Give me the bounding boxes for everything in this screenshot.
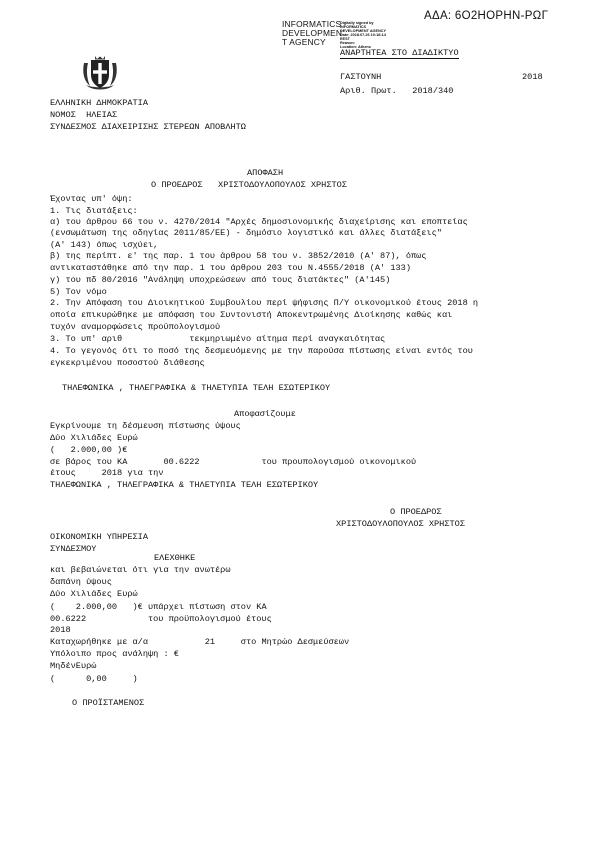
decide-label: Αποφασίζουμε <box>234 409 296 419</box>
header-line: ΕΛΛΗΝΙΚΗ ΔΗΜΟΚΡΑΤΙΑ <box>50 98 148 108</box>
certify-line: δαπάνη ύψους <box>50 577 112 587</box>
body-line: (ενσωμάτωση της οδηγίας 2011/85/ΕΕ) - δημόσιο λογιστικό και άλλες διατάξεις" <box>50 228 442 238</box>
stamp-signature-line: Location: Athens <box>340 45 371 49</box>
certify-line: 2018 <box>50 625 71 635</box>
decide-line: σε βάρος του ΚΑ 00.6222 του προυπολογισμού οικονομικού <box>50 457 417 467</box>
place-name: ΓΑΣΤΟΥΝΗ <box>340 72 382 82</box>
stamp-agency-line: T AGENCY <box>282 37 326 47</box>
protocol-number: Αριθ. Πρωτ. 2018/340 <box>340 86 454 96</box>
body-line: 2. Την Απόφαση του Διοικητικού Συμβουλίου περί ψήφισης Π/Υ οικονομικού έτους 2018 η <box>50 298 479 308</box>
decide-line: έτους 2018 για την <box>50 468 164 478</box>
signature-title: Ο ΠΡΟΕΔΡΟΣ <box>390 507 442 517</box>
finance-line: ΟΙΚΟΝΟΜΙΚΗ ΥΠΗΡΕΣΙΑ <box>50 532 148 542</box>
body-line: 1. Τις διατάξεις: <box>50 206 138 216</box>
stamp-signature-line: EEST <box>340 37 350 41</box>
document-year: 2018 <box>522 72 543 82</box>
header-line: ΝΟΜΟΣ ΗΛΕΙΑΣ <box>50 110 118 120</box>
decision-by: Ο ΠΡΟΕΔΡΟΣ ΧΡΙΣΤΟΔΟΥΛΟΠΟΥΛΟΣ ΧΡΗΣΤΟΣ <box>151 180 347 190</box>
stamp-signature-line: DEVELOPMENT AGENCY <box>340 29 387 33</box>
decision-title: ΑΠΟΦΑΣΗ <box>247 168 284 178</box>
body-line: 4. Το γεγονός ότι το ποσό της δεσμευόμενης με την παρούσα πίστωσης είναι εντός του <box>50 346 473 356</box>
certify-line: 00.6222 του προϋπολογισμού έτους <box>50 614 272 624</box>
body-line: 3. Το υπ' αριθ τεκμηριωμένο αίτημα περί αναγκαιότητας <box>50 334 386 344</box>
decide-line: ( 2.000,00 )€ <box>50 445 128 455</box>
stamp-signature-line: Digitally signed by <box>340 21 374 25</box>
decide-line: Δύο Χιλιάδες Ευρώ <box>50 433 138 443</box>
ada-code: ΑΔΑ: 6Ο2ΗΟΡΗΝ-ΡΩΓ <box>424 10 549 22</box>
body-line: β) της περίπτ. ε' της παρ. 1 του άρθρου 58 του ν. 3852/2010 (Α' 87), όπως <box>50 251 427 261</box>
body-line: τυχόν αναμορφώσεις προϋπολογισμού <box>50 322 221 332</box>
body-line: οποία επικυρώθηκε με απόφαση του Συντονιστή Αποκεντρωμένης Διοίκησης καθώς και <box>50 310 453 320</box>
certify-line: Δύο Χιλιάδες Ευρώ <box>50 589 138 599</box>
body-line: (Α' 143) όπως ισχύει, <box>50 240 159 250</box>
certify-line: ΜηδένΕυρώ <box>50 661 97 671</box>
publish-label: ΑΝΑΡΤΗΤΕΑ ΣΤΟ ΔΙΑΔΙΚΤΥΟ <box>340 48 459 58</box>
body-line: Έχοντας υπ' όψη: <box>50 194 133 204</box>
body-line: γ) του πδ 80/2016 "Ανάληψη υποχρεώσεων από τους διατάκτες" (Α'145) <box>50 275 391 285</box>
header-line: ΣΥΝΔΕΣΜΟΣ ΔΙΑΧΕΙΡΙΣΗΣ ΣΤΕΡΕΩΝ ΑΠΟΒΛΗΤΩ <box>50 122 246 132</box>
certify-line: Υπόλοιπο προς ανάληψη : € <box>50 649 179 659</box>
greek-coat-of-arms-emblem <box>80 55 120 93</box>
certify-line: ( 2.000,00 )€ υπάρχει πίστωση στον ΚΑ <box>50 602 267 612</box>
stamp-signature-line: Date: 2018.07.26 10:18:14 <box>340 33 386 37</box>
finance-line: ΣΥΝΔΕΣΜΟΥ <box>50 544 97 554</box>
stamp-agency-line: DEVELOPMEN <box>282 28 343 38</box>
decide-line: Εγκρίνουμε τη δέσμευση πίστωσης ύψους <box>50 421 241 431</box>
body-line: εγκεκριμένου ποσοστού διάθεσης <box>50 358 205 368</box>
checked-label: ΕΛΕΧΘΗΚΕ <box>154 553 196 563</box>
body-line: α) του άρθρου 66 του ν. 4270/2014 "Αρχές δημοσιονομικής διαχείρισης και εποπτείας <box>50 217 468 227</box>
certify-line: και βεβαιώνεται ότι για την ανωτέρω <box>50 565 231 575</box>
decide-line: ΤΗΛΕΦΩΝΙΚΑ , ΤΗΛΕΓΡΑΦΙΚΑ & ΤΗΛΕΤΥΠΙΑ ΤΕΛΗ ΕΣΩΤΕΡΙΚΟΥ <box>50 480 319 490</box>
body-line: 5) Τον νόμο <box>50 287 107 297</box>
stamp-signature-line: Reason: <box>340 41 355 45</box>
stamp-agency-line: INFORMATICS <box>282 19 342 29</box>
certify-line: Καταχωρήθηκε με α/α 21 στο Μητρώο Δεσμεύσεων <box>50 637 350 647</box>
expense-category-title: ΤΗΛΕΦΩΝΙΚΑ , ΤΗΛΕΓΡΑΦΙΚΑ & ΤΗΛΕΤΥΠΙΑ ΤΕΛΗ ΕΣΩΤΕΡΙΚΟΥ <box>62 383 331 393</box>
certify-line: ( 0,00 ) <box>50 674 138 684</box>
signature-name: ΧΡΙΣΤΟΔΟΥΛΟΠΟΥΛΟΣ ΧΡΗΣΤΟΣ <box>336 519 465 529</box>
stamp-signature-line: INFORMATICS <box>340 25 367 29</box>
head-of-department-label: Ο ΠΡΟΪΣΤΑΜΕΝΟΣ <box>72 698 145 708</box>
body-line: αντικαταστάθηκε από την παρ. 1 του άρθρου 203 του Ν.4555/2018 (Α' 133) <box>50 263 411 273</box>
